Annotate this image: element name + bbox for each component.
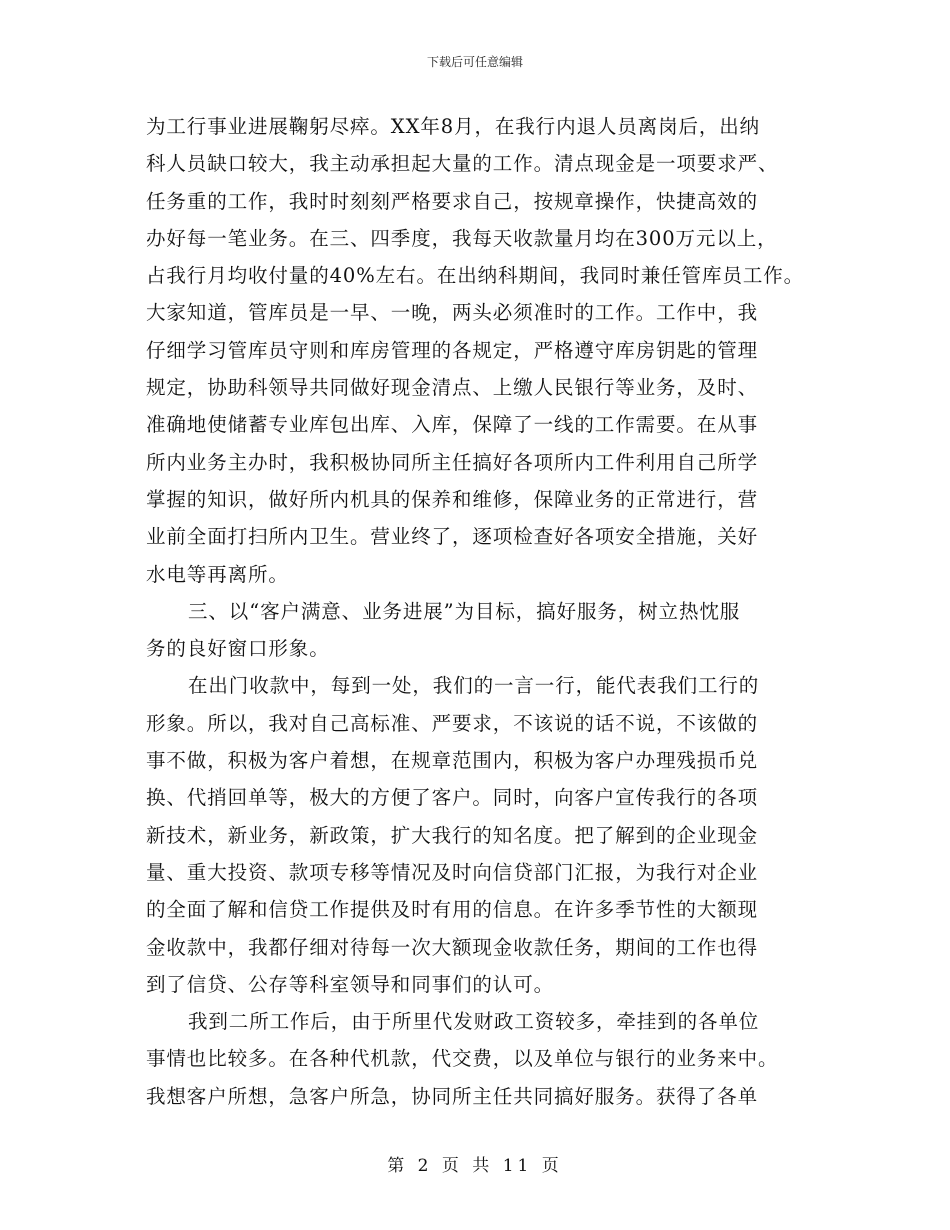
text-line: 换、代捎回单等，极大的方便了客户。同时，向客户宣传我行的各项: [146, 786, 759, 810]
section-heading-line: 三、以“客户满意、业务进展”为目标，搞好服务，树立热忱服: [188, 599, 741, 623]
text-line: 事情也比较多。在各种代机款，代交费，以及单位与银行的业务来中。: [146, 1047, 779, 1071]
text-line: 金收款中，我都仔细对待每一次大额现金收款任务，期间的工作也得: [146, 935, 759, 959]
text-line: 业前全面打扫所内卫生。营业终了，逐项检查好各项安全措施，关好: [146, 525, 759, 549]
text-line: 大家知道，管库员是一早、一晚，两头必须准时的工作。工作中，我: [146, 301, 759, 325]
text-line: 务的良好窗口形象。: [146, 637, 330, 661]
text-line: 所内业务主办时，我积极协同所主任搞好各项所内工件利用自己所学: [146, 450, 759, 474]
paragraph-first-line: 在出门收款中，每到一处，我们的一言一行，能代表我们工行的: [188, 674, 760, 698]
text-line: 的全面了解和信贷工作提供及时有用的信息。在许多季节性的大额现: [146, 898, 759, 922]
text-line: 科人员缺口较大，我主动承担起大量的工作。清点现金是一项要求严、: [146, 152, 779, 176]
text-line: 水电等再离所。: [146, 562, 289, 586]
text-line: 准确地使储蓄专业库包出库、入库，保障了一线的工作需要。在从事: [146, 413, 759, 437]
text-line: 占我行月均收付量的40%左右。在出纳科期间，我同时兼任管库员工作。: [146, 264, 805, 288]
text-line: 我想客户所想，急客户所急，协同所主任共同搞好服务。获得了各单: [146, 1084, 759, 1108]
text-line: 掌握的知识，做好所内机具的保养和维修，保障业务的正常进行，营: [146, 487, 759, 511]
document-body: [146, 108, 836, 1115]
text-line: 到了信贷、公存等科室领导和同事们的认可。: [146, 972, 555, 996]
text-line: 形象。所以，我对自己高标准、严要求，不该说的话不说，不该做的: [146, 711, 759, 735]
text-line: 新技术，新业务，新政策，扩大我行的知名度。把了解到的企业现金: [146, 823, 759, 847]
page-number-footer: 第 2 页 共 11 页: [387, 1156, 563, 1176]
text-line: 事不做，积极为客户着想，在规章范围内，积极为客户办理残损币兑: [146, 749, 759, 773]
text-line: 任务重的工作，我时时刻刻严格要求自己，按规章操作，快捷高效的: [146, 189, 759, 213]
page-header: 下载后可任意编辑: [426, 55, 523, 69]
text-line: 办好每一笔业务。在三、四季度，我每天收款量月均在300万元以上，: [146, 226, 778, 250]
text-line: 仔细学习管库员守则和库房管理的各规定，严格遵守库房钥匙的管理: [146, 338, 759, 362]
text-line: 为工行事业进展鞠躬尽瘁。XX年8月，在我行内退人员离岗后，出纳: [146, 115, 761, 138]
text-line: 规定，协助科领导共同做好现金清点、上缴人民银行等业务，及时、: [146, 376, 759, 400]
paragraph-first-line: 我到二所工作后，由于所里代发财政工资较多，牵挂到的各单位: [188, 1010, 760, 1034]
text-line: 量、重大投资、款项专移等情况及时向信贷部门汇报，为我行对企业: [146, 860, 759, 884]
